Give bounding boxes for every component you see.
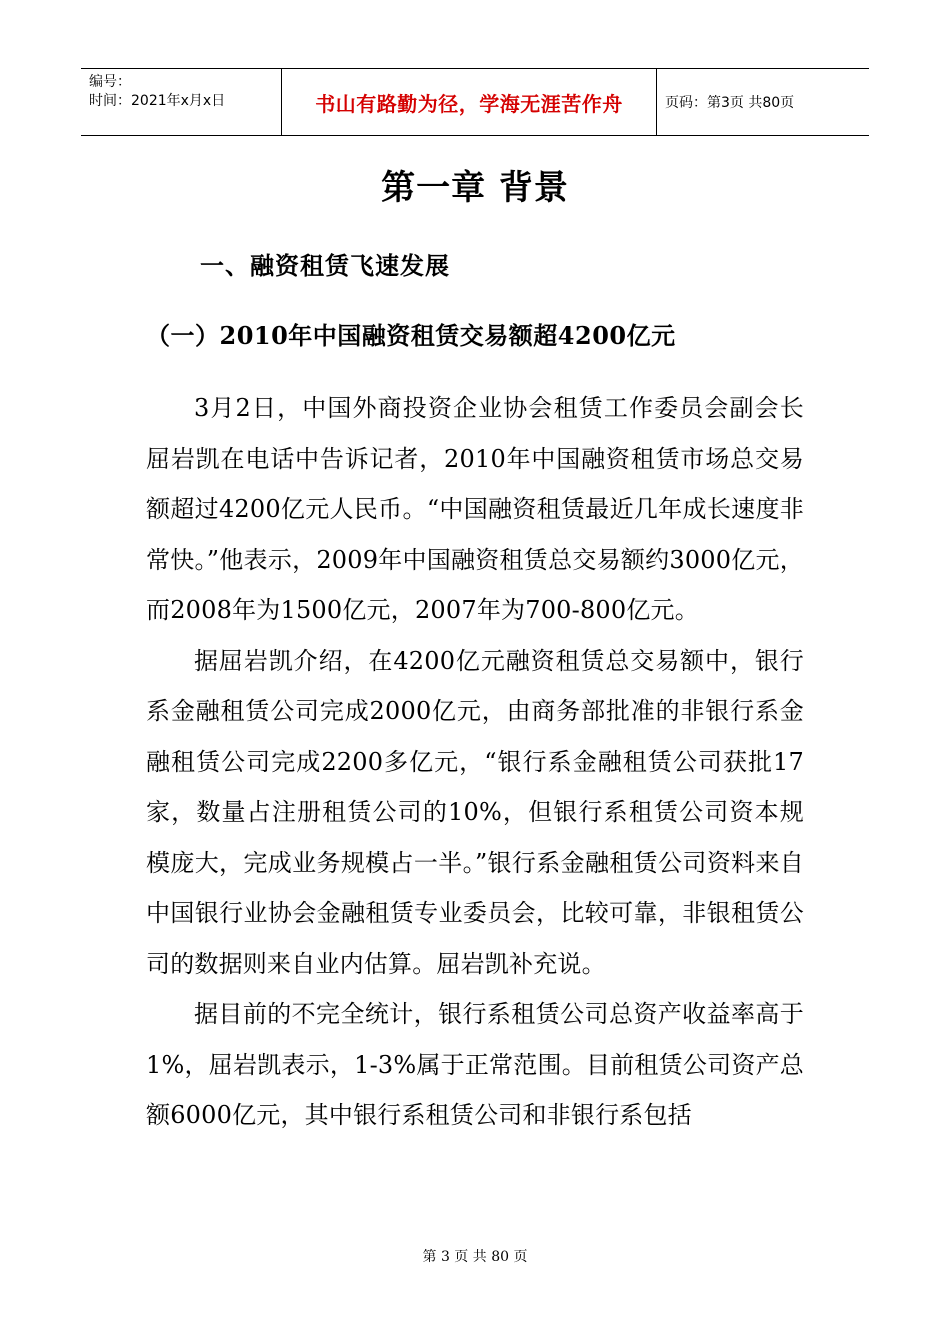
paragraph: 3月2日，中国外商投资企业协会租赁工作委员会副会长屈岩凯在电话中告诉记者，2010年中国融资租赁市场总交易额超过4200亿元人民币。“中国融资租赁最近几年成长速度非常快。”他表示，2009年中国融资租赁总交易额约3000亿元，而2008年为1500亿元，2007年为700-800亿元。 bbox=[146, 394, 804, 624]
document-number: 编号： bbox=[89, 74, 131, 90]
body-text bbox=[146, 383, 804, 1141]
page-footer: 第 3 页 共 80 页 bbox=[422, 1249, 528, 1265]
chapter-title: 第一章 背景 bbox=[381, 168, 569, 208]
paragraph: 据屈岩凯介绍，在4200亿元融资租赁总交易额中，银行系金融租赁公司完成2000亿元，由商务部批准的非银行系金融租赁公司完成2200多亿元，“银行系金融租赁公司获批17家，数量占注册租赁公司的10%，但银行系租赁公司资本规模庞大，完成业务规模占一半。”银行系金融租赁公司资料来自中国银行业协会金融租赁专业委员会，比较可靠，非银租赁公司的数据则来自业内估算。屈岩凯补充说。 bbox=[146, 646, 804, 978]
header-page-info: 页码：第3页 共80页 bbox=[665, 95, 795, 111]
page-header bbox=[81, 68, 869, 136]
section-title: 一、融资租赁飞速发展 bbox=[200, 252, 450, 280]
header-meta bbox=[81, 69, 281, 135]
header-motto: 书山有路勤为径，学海无涯苦作舟 bbox=[281, 69, 657, 135]
document-date: 时间：2021年x月x日 bbox=[89, 93, 226, 109]
paragraph: 据目前的不完全统计，银行系租赁公司总资产收益率高于1%，屈岩凯表示，1-3%属于正常范围。目前租赁公司资产总额6000亿元，其中银行系租赁公司和非银行系包括 bbox=[146, 1000, 804, 1129]
subsection-title: （一）2010年中国融资租赁交易额超4200亿元 bbox=[146, 321, 676, 350]
